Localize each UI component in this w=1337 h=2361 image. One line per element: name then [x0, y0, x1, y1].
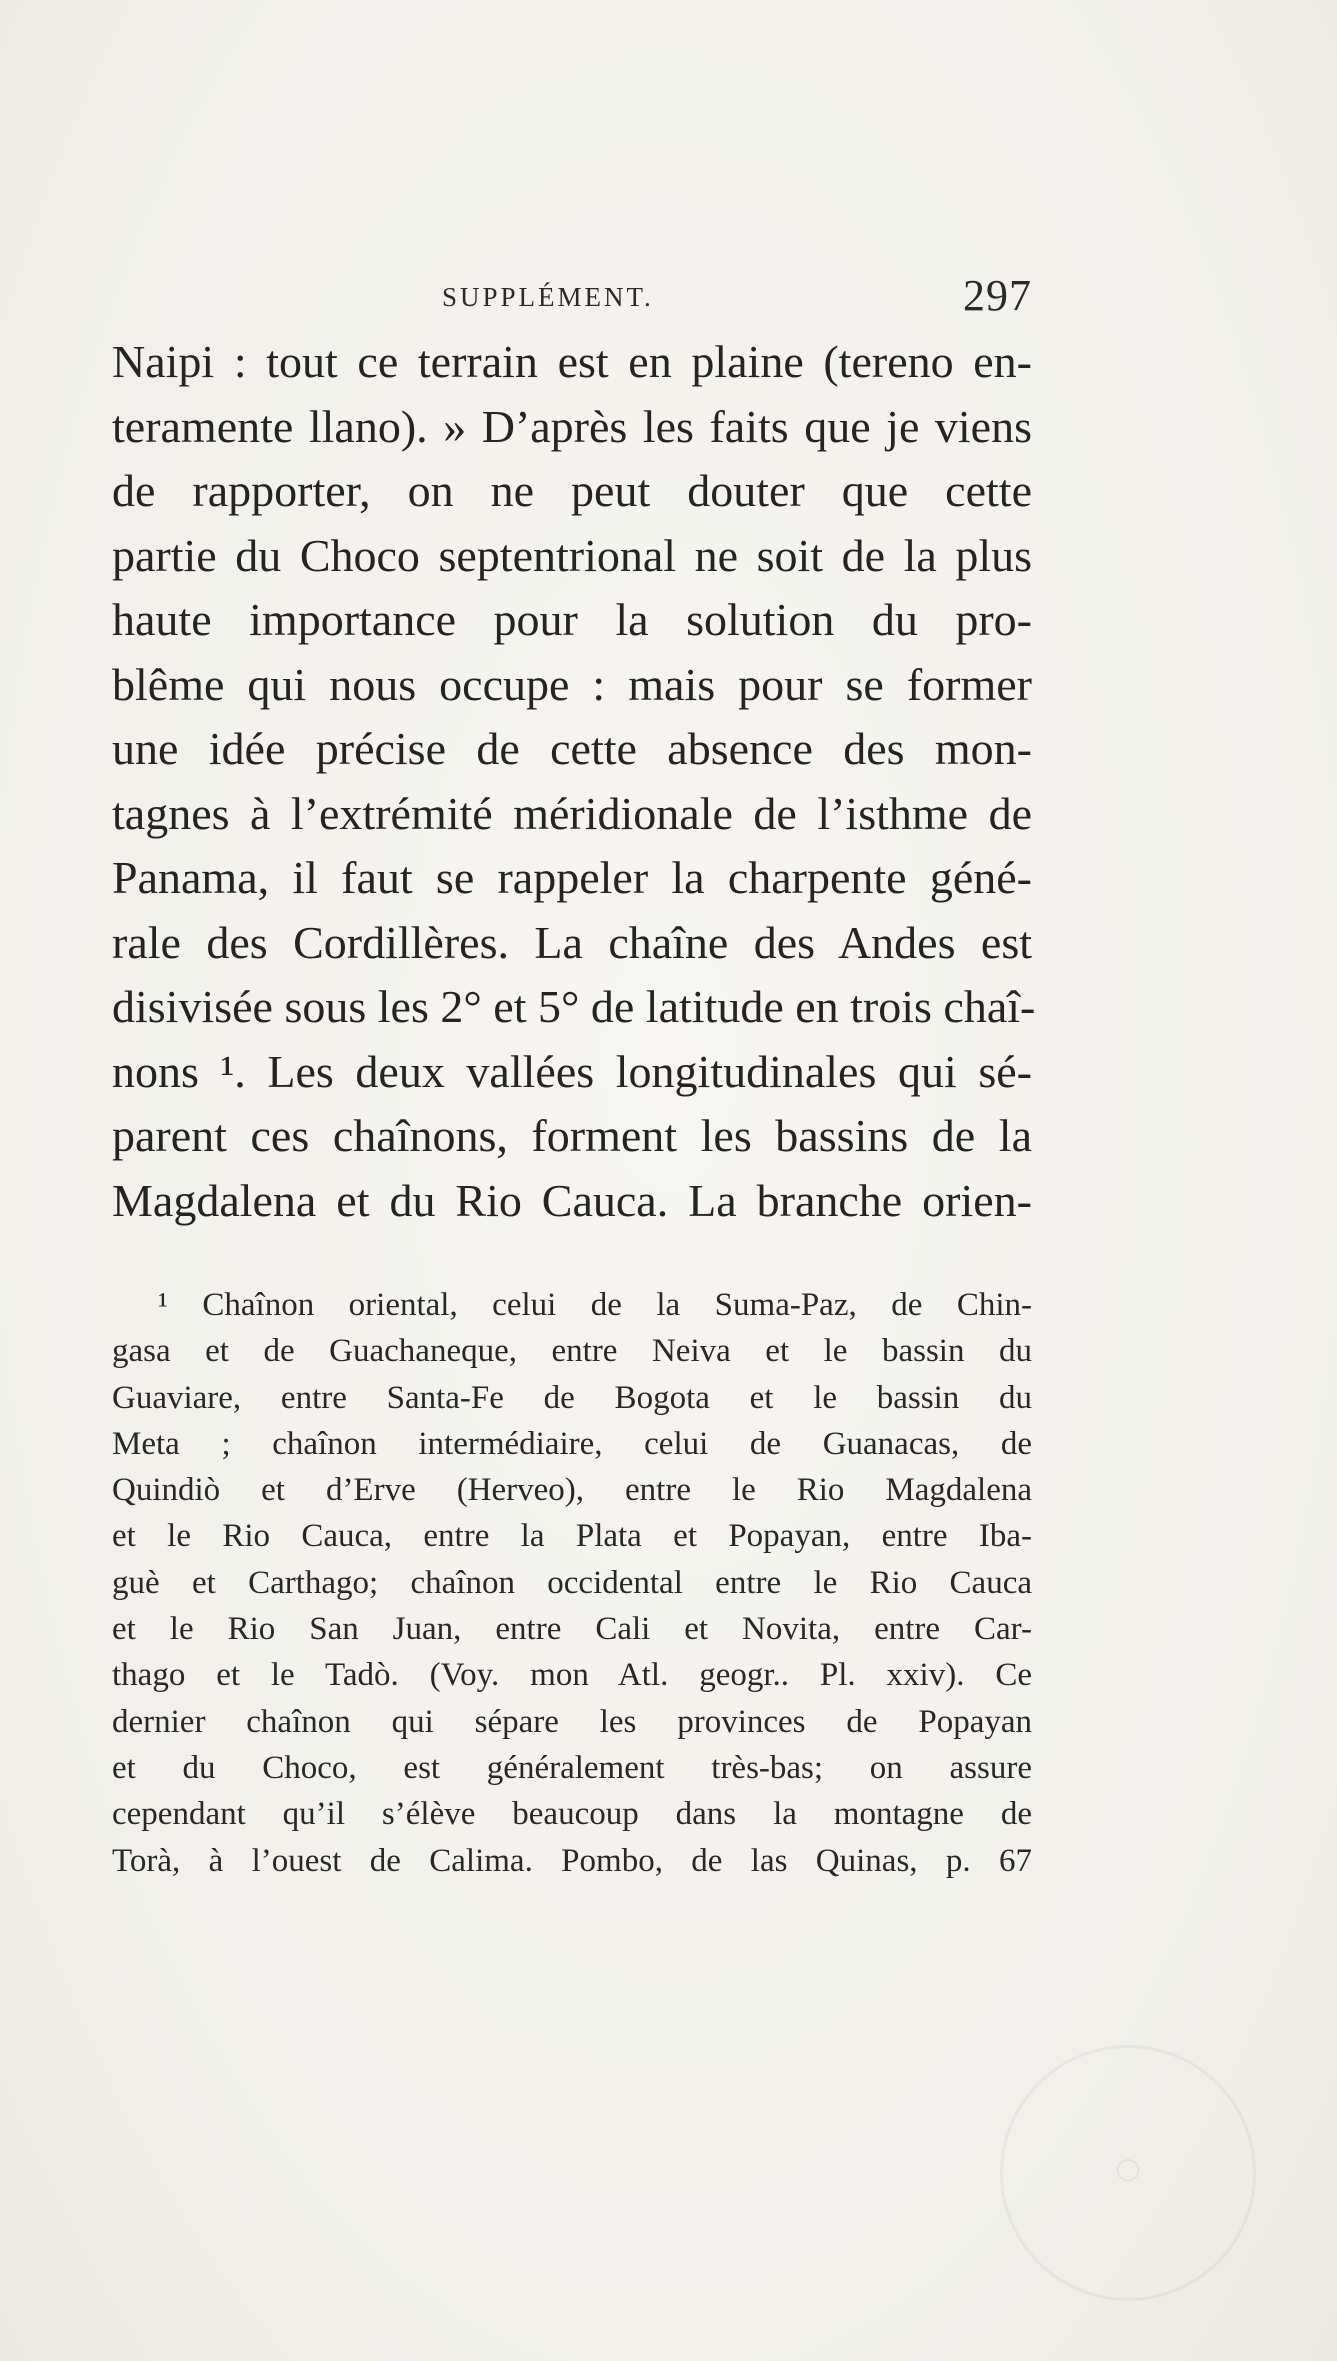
footnote-line: et le Rio Cauca, entre la Plata et Popayan, entre Iba- [112, 1518, 1032, 1555]
footnote-line: Quindiò et d’Erve (Herveo), entre le Rio Magdalena [112, 1472, 1032, 1509]
page-number: 297 [963, 271, 1032, 320]
footnote-line: gasa et de Guachaneque, entre Neiva et le bassin du [112, 1333, 1032, 1370]
footnote-line: Guaviare, entre Santa-Fe de Bogota et le bassin du [112, 1379, 1032, 1416]
text-line: teramente llano). » D’après les faits que je viens [112, 400, 1032, 452]
footnote-line: cependant qu’il s’élève beaucoup dans la montagne de [112, 1796, 1032, 1833]
footnote-line: et le Rio San Juan, entre Cali et Novita, entre Car- [112, 1611, 1032, 1648]
text-line: de rapporter, on ne peut douter que cette [112, 465, 1032, 516]
footnote-line: Meta ; chaînon intermédiaire, celui de Guanacas, de [112, 1425, 1032, 1462]
footnote-block [112, 1282, 1032, 1884]
stamp-mark: ◯ [1115, 2156, 1141, 2181]
page-header [112, 270, 1032, 330]
text-line: Panama, il faut se rappeler la charpente géné- [112, 852, 1032, 903]
text-line: partie du Choco septentrional ne soit de la plus [112, 529, 1032, 581]
text-line: Magdalena et du Rio Cauca. La branche orien- [112, 1174, 1032, 1226]
footnote-line: thago et le Tadò. (Voy. mon Atl. geogr.. Pl. xxiv). Ce [112, 1657, 1032, 1694]
text-line: blême qui nous occupe : mais pour se former [112, 658, 1032, 710]
text-line: nons ¹. Les deux vallées longitudinales qui sé- [112, 1045, 1032, 1097]
footnote-line: et du Choco, est généralement très-bas; on assure [112, 1749, 1032, 1786]
text-line: une idée précise de cette absence des mon- [112, 723, 1032, 774]
running-head: SUPPLÉMENT. [442, 282, 654, 312]
library-stamp [1000, 2045, 1256, 2301]
main-text-block [112, 330, 1036, 1233]
footnote-line: guè et Carthago; chaînon occidental entre le Rio Cauca [112, 1564, 1032, 1601]
text-line: disivisée sous les 2° et 5° de latitude en trois chaî- [112, 981, 1036, 1032]
footnote-line: Torà, à l’ouest de Calima. Pombo, de las Quinas, p. 67 [112, 1842, 1032, 1879]
text-line: Naipi : tout ce terrain est en plaine (tereno en- [112, 336, 1032, 387]
text-line: rale des Cordillères. La chaîne des Andes est [112, 916, 1032, 968]
footnote-line: dernier chaînon qui sépare les provinces de Popayan [112, 1703, 1032, 1740]
text-line: tagnes à l’extrémité méridionale de l’isthme de [112, 787, 1032, 839]
footnote-line: ¹ Chaînon oriental, celui de la Suma-Paz, de Chin- [158, 1287, 1032, 1323]
text-line: parent ces chaînons, forment les bassins de la [112, 1110, 1032, 1161]
text-line: haute importance pour la solution du pro- [112, 594, 1032, 645]
show-through-text [112, 1230, 1032, 1290]
